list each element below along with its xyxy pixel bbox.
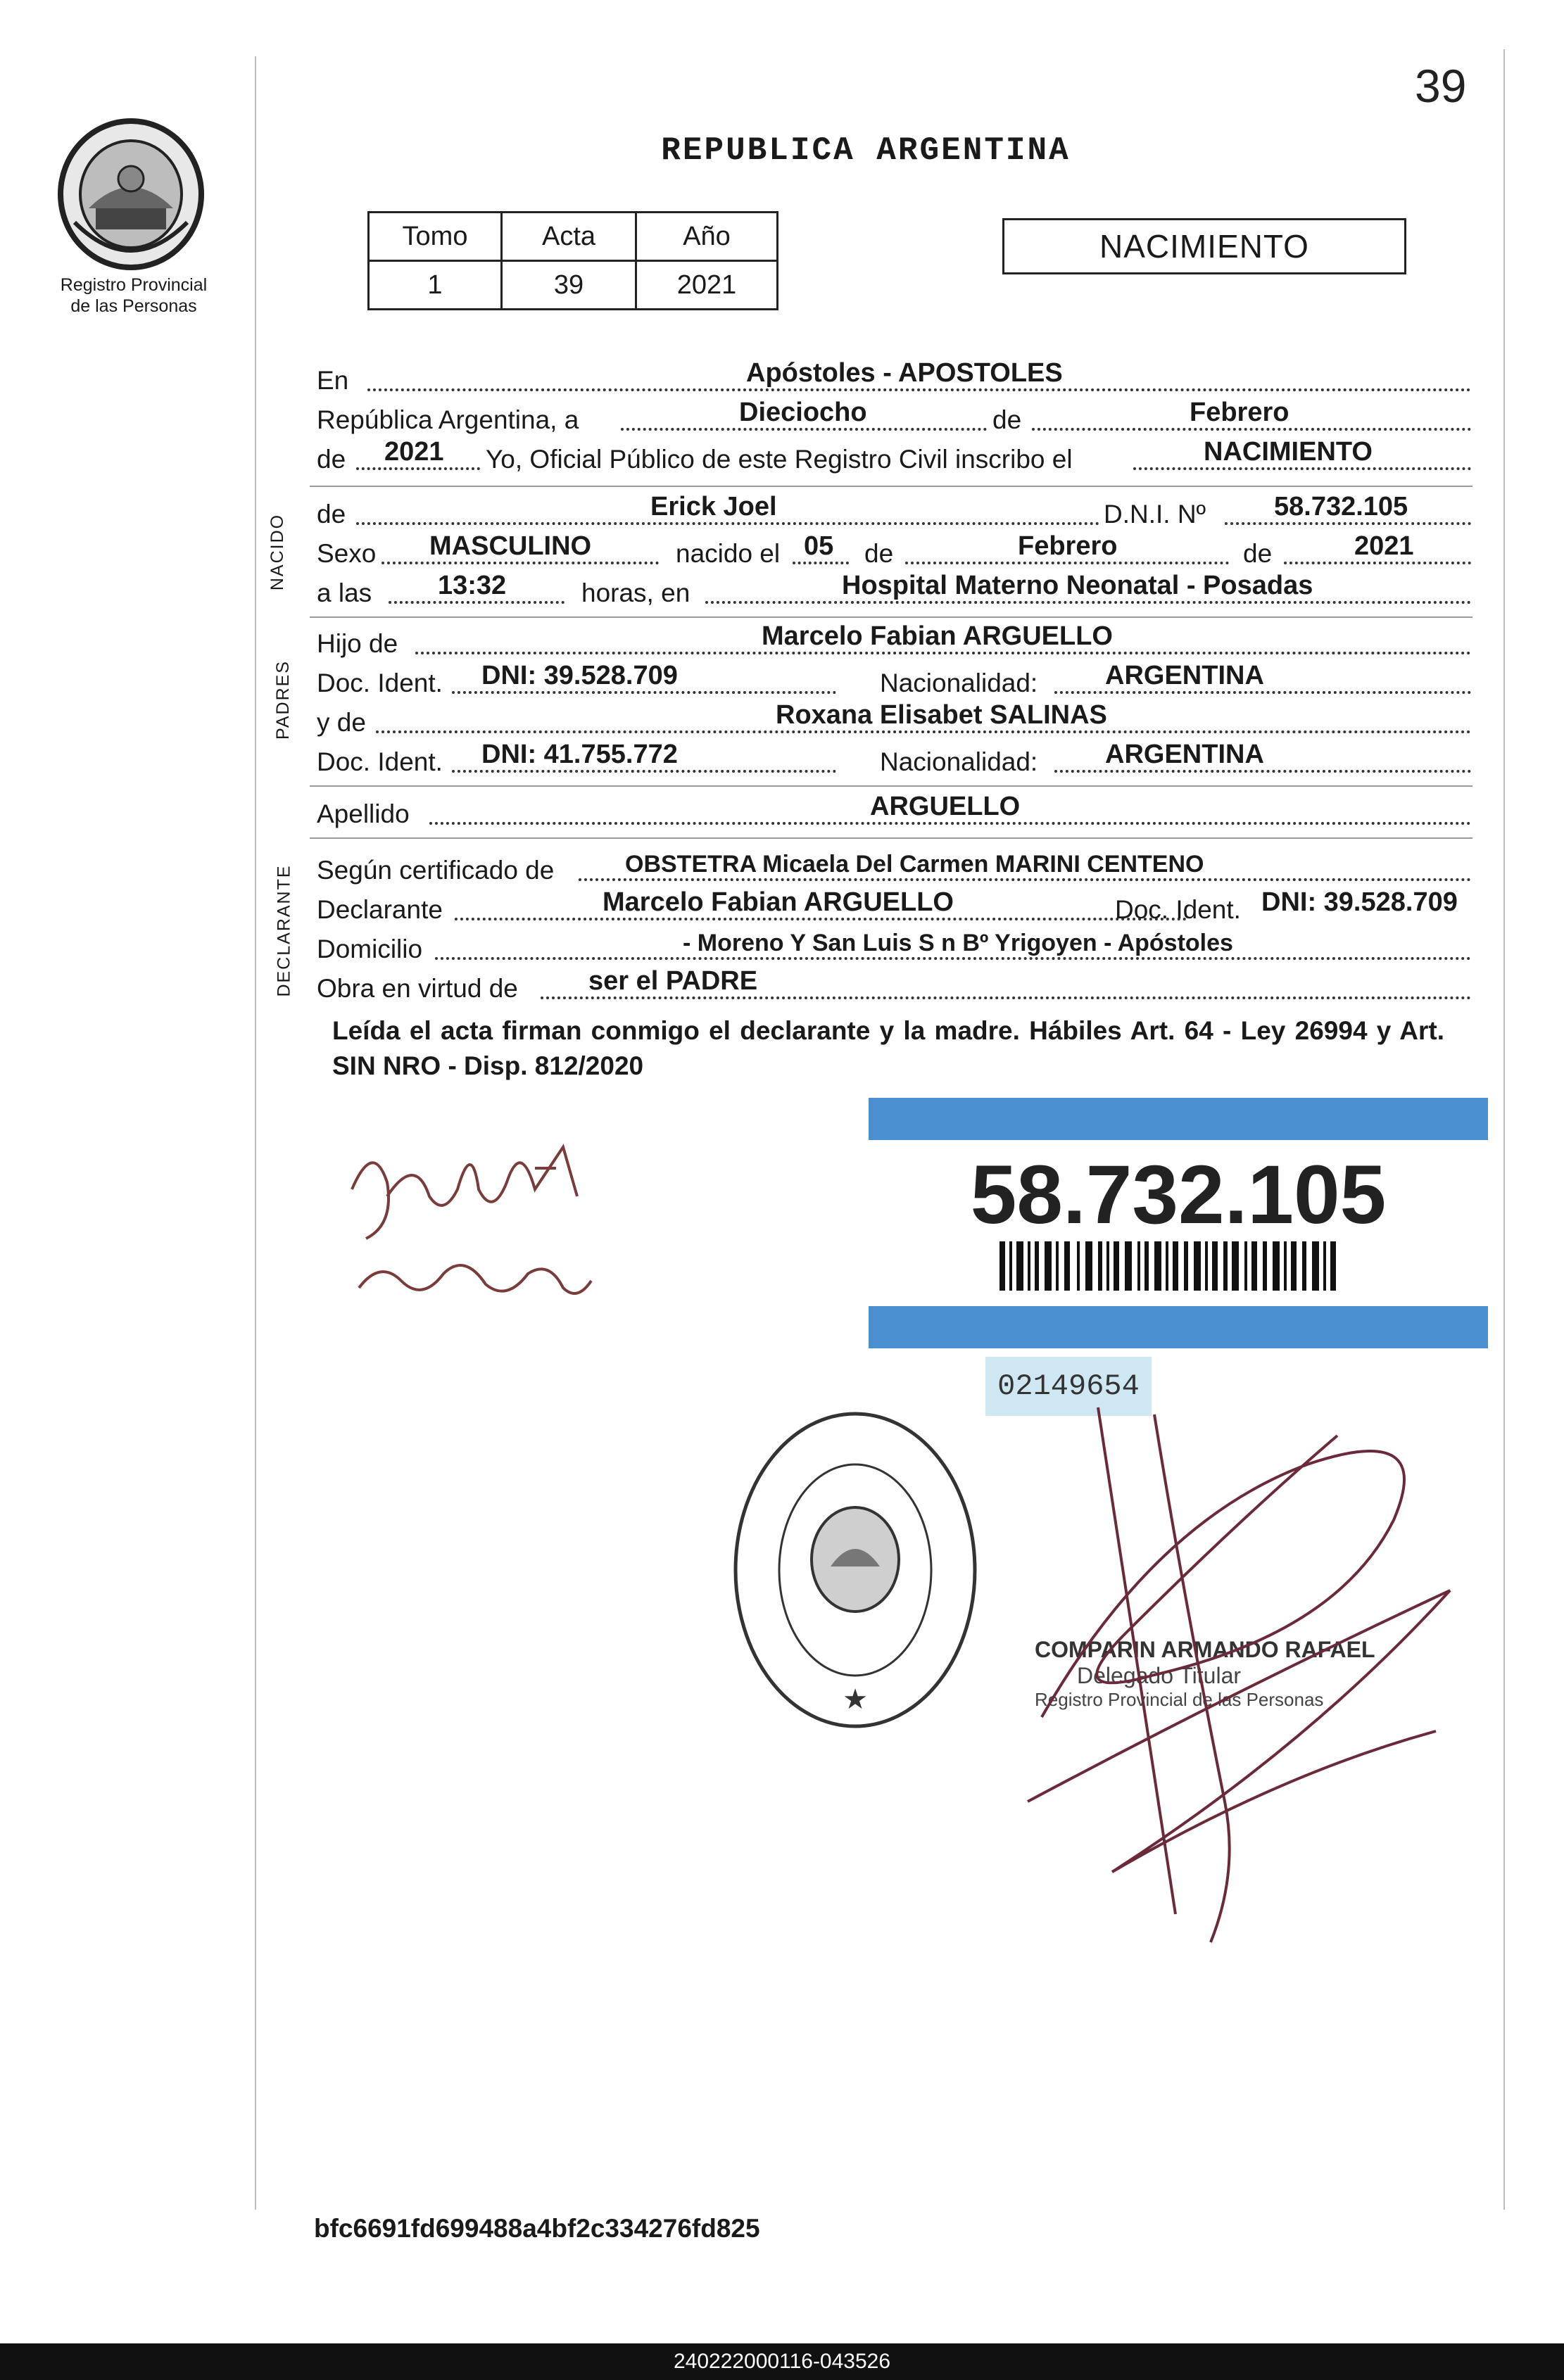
- closing-statement: Leída el acta firman conmigo el declarante y la madre. Hábiles Art. 64 - Ley 26994 y Art. SIN NRO - Disp. 812/2020: [332, 1016, 1444, 1080]
- row-madre: y de Roxana Elisabet SALINAS: [317, 701, 1471, 740]
- row-obra: Obra en virtud de ser el PADRE: [317, 967, 1471, 1006]
- value-declarante-doc: DNI: 39.528.709: [1261, 887, 1458, 917]
- value-obra: ser el PADRE: [588, 966, 758, 996]
- value-mes: Febrero: [1190, 398, 1289, 427]
- row-certificado: Según certificado de OBSTETRA Micaela Del Carmen MARINI CENTENO: [317, 849, 1471, 888]
- row-inscripcion: de 2021 Yo, Oficial Público de este Registro Civil inscribo el NACIMIENTO: [317, 438, 1471, 477]
- value-anio: 2021: [384, 437, 444, 467]
- value-apellido: ARGUELLO: [870, 792, 1021, 821]
- row-lugar: En Apóstoles - APOSTOLES: [317, 359, 1471, 398]
- sticker-serial: 02149654: [985, 1357, 1152, 1416]
- value-madre-doc: DNI: 41.755.772: [481, 740, 678, 769]
- left-margin-line: [255, 56, 256, 2210]
- barcode: [999, 1241, 1337, 1294]
- value-sexo: MASCULINO: [429, 531, 592, 561]
- value-lugar: Apóstoles - APOSTOLES: [746, 358, 1063, 388]
- value-dni: 58.732.105: [1274, 492, 1408, 521]
- value-dia-nac: 05: [804, 531, 834, 561]
- registry-header-tomo: Tomo: [369, 213, 502, 261]
- dni-sticker-bottom-band: [869, 1306, 1488, 1348]
- value-madre-nac: ARGENTINA: [1105, 740, 1264, 769]
- value-nombre: Erick Joel: [650, 492, 777, 521]
- registry-value-anio: 2021: [636, 261, 778, 310]
- value-domicilio: - Moreno Y San Luis S n Bº Yrigoyen - Apóstoles: [683, 930, 1233, 956]
- row-domicilio: Domicilio - Moreno Y San Luis S n Bº Yrigoyen - Apóstoles: [317, 928, 1471, 967]
- value-lugar-nac: Hospital Materno Neonatal - Posadas: [842, 571, 1313, 600]
- value-padre-doc: DNI: 39.528.709: [481, 661, 678, 690]
- side-label-nacido: NACIDO: [267, 513, 288, 591]
- handwritten-signatures: [324, 1112, 619, 1327]
- logo-caption: Registro Provincial de las Personas: [60, 275, 208, 316]
- value-anio-nac: 2021: [1354, 531, 1414, 561]
- footer-code: 240222000116-043526: [673, 2350, 891, 2373]
- row-padre: Hijo de Marcelo Fabian ARGUELLO: [317, 622, 1471, 662]
- registry-value-tomo: 1: [369, 261, 502, 310]
- side-label-padres: PADRES: [272, 660, 293, 740]
- value-padre: Marcelo Fabian ARGUELLO: [762, 621, 1113, 651]
- official-signature: [943, 1379, 1506, 1974]
- value-dia: Dieciocho: [739, 398, 867, 427]
- row-madre-doc: Doc. Ident. DNI: 41.755.772 Nacionalidad: ARGENTINA: [317, 740, 1471, 780]
- value-certificado: OBSTETRA Micaela Del Carmen MARINI CENTENO: [625, 851, 1204, 878]
- document-type-box: NACIMIENTO: [1002, 218, 1406, 274]
- document-title: REPUBLICA ARGENTINA: [661, 132, 1071, 169]
- document-hash: bfc6691fd699488a4bf2c334276fd825: [314, 2214, 760, 2243]
- official-name: COMPARIN ARMANDO RAFAEL: [1035, 1637, 1375, 1662]
- row-fecha: República Argentina, a Dieciocho de Febrero: [317, 398, 1471, 438]
- row-apellido: Apellido ARGUELLO: [317, 792, 1471, 832]
- page-number: 39: [1415, 60, 1467, 112]
- registry-table: [367, 211, 778, 310]
- dni-sticker-number: 58.732.105: [970, 1148, 1387, 1241]
- official-org: Registro Provincial de las Personas: [1035, 1689, 1324, 1710]
- row-padre-doc: Doc. Ident. DNI: 39.528.709 Nacionalidad: ARGENTINA: [317, 662, 1471, 701]
- value-padre-nac: ARGENTINA: [1105, 661, 1264, 690]
- value-declarante: Marcelo Fabian ARGUELLO: [603, 887, 954, 917]
- value-tipo: NACIMIENTO: [1204, 437, 1373, 467]
- row-hora: a las 13:32 horas, en Hospital Materno Neonatal - Posadas: [317, 571, 1471, 611]
- value-madre: Roxana Elisabet SALINAS: [776, 700, 1107, 730]
- value-mes-nac: Febrero: [1018, 531, 1118, 561]
- registry-value-acta: 39: [502, 261, 636, 310]
- side-label-declarante: DECLARANTE: [274, 864, 294, 997]
- footer-code-bar: [0, 2343, 1564, 2380]
- value-hora: 13:32: [438, 571, 507, 600]
- row-nombre: de Erick Joel D.N.I. Nº 58.732.105: [317, 493, 1471, 532]
- registry-header-anio: Año: [636, 213, 778, 261]
- registry-header-acta: Acta: [502, 213, 636, 261]
- dni-sticker-top-band: [869, 1098, 1488, 1140]
- svg-text:★: ★: [843, 1684, 868, 1715]
- row-sexo: Sexo MASCULINO nacido el 05 de Febrero de 2021: [317, 532, 1471, 571]
- row-declarante: Declarante Marcelo Fabian ARGUELLO Doc. Ident. DNI: 39.528.709: [317, 887, 1458, 924]
- official-title: Delegado Titular: [1077, 1663, 1242, 1688]
